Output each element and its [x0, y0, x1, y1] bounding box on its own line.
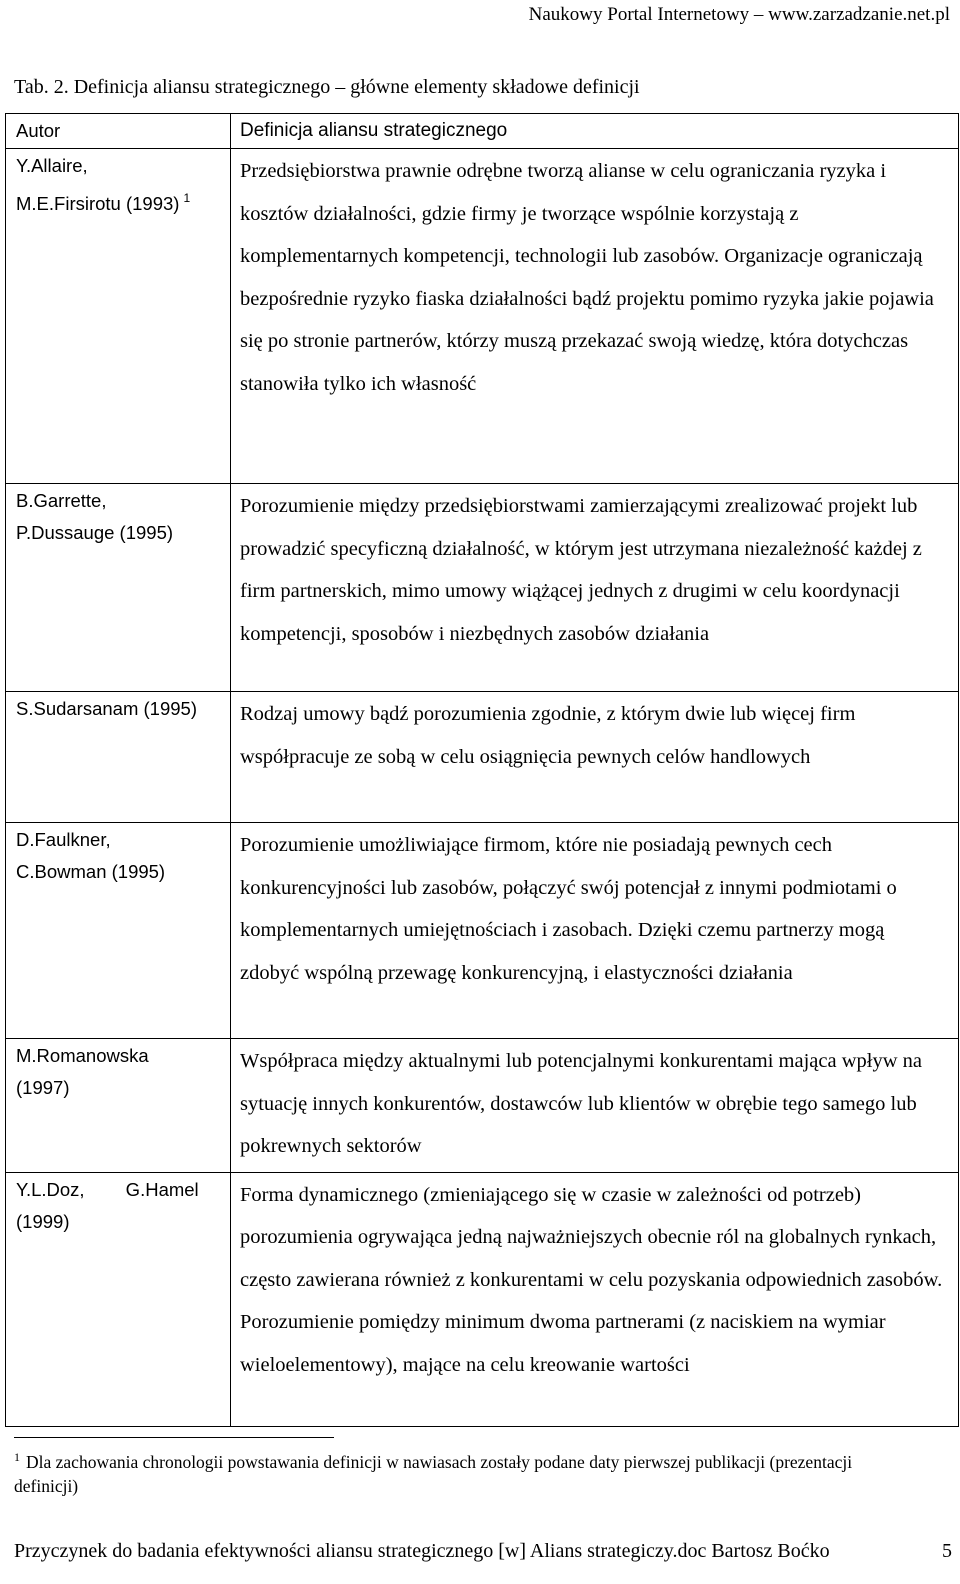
author-line: (1999) — [16, 1210, 70, 1232]
author-line — [16, 182, 226, 220]
author-cell — [6, 484, 231, 692]
footer-text: Przyczynek do badania efektywności aliansu strategicznego [w] Alians strategiczy.doc Bartosz Boćko — [14, 1540, 830, 1562]
author-line: S.Sudarsanam (1995) — [16, 698, 197, 719]
definition-cell: Przedsiębiorstwa prawnie odrębne tworzą alianse w celu ograniczania ryzyka i kosztów działalności, gdzie firmy je tworzące wspólnie korzystają z komplementarnych kompetencji, technologii lub zasobów. Organizacje ograniczają bezpośrednie ryzyko fiaska działalności bądź projektu pomimo ryzyka jakie pojawia się po stronie partnerów, którzy muszą przekazać swoją wiedzę, która dotychczas stanowiła tylko ich własność — [231, 149, 959, 484]
table-row — [6, 1039, 959, 1173]
author-cell — [6, 1039, 231, 1173]
author-cell — [6, 823, 231, 1039]
definition-cell: Współpraca między aktualnymi lub potencjalnymi konkurentami mająca wpływ na sytuację innych konkurentów, dostawców lub klientów w obrębie tego samego lub pokrewnych sektorów — [231, 1039, 959, 1173]
footnote-text: Dla zachowania chronologii powstawania definicji w nawiasach zostały podane daty pierwszej publikacji (prezentacji definicji) — [14, 1452, 853, 1496]
author-line: M.Romanowska — [16, 1045, 149, 1066]
author-cell — [6, 1172, 231, 1426]
author-line: (1997) — [16, 1077, 70, 1098]
author-line: P.Dussauge (1995) — [16, 522, 174, 543]
table-row — [6, 484, 959, 692]
author-line: D.Faulkner, — [16, 829, 111, 850]
table-row — [6, 149, 959, 484]
definitions-table — [5, 113, 959, 1427]
page-footer — [14, 1540, 952, 1563]
author-line: B.Garrette, — [16, 490, 107, 511]
footnote-number: 1 — [14, 1450, 20, 1464]
table-caption: Tab. 2. Definicja aliansu strategicznego – główne elementy składowe definicji — [14, 76, 640, 98]
definition-cell: Porozumienie umożliwiające firmom, które nie posiadają pewnych cech konkurencyjności lub zasobów, połączyć swój potencjał z innymi podmiotami o komplementarnych umiejętnościach i zasobach. Dzięki czemu partnerzy mogą zdobyć wspólną przewagę konkurencyjną, i elastyczności działania — [231, 823, 959, 1039]
author-cell — [6, 692, 231, 823]
footnote-ref: 1 — [183, 191, 191, 205]
author-line: Y.Allaire, — [16, 155, 88, 176]
definition-cell: Forma dynamicznego (zmieniającego się w czasie w zależności od potrzeb) porozumienia ogrywająca jedną najważniejszych obecnie ról na globalnych rynkach, często zawierana również z konkurentami w celu pozyskania odpowiednich zasobów. Porozumienie pomiędzy minimum dwoma partnerami (z naciskiem na wymiar wieloelementowy), mające na celu kreowanie wartości — [231, 1172, 959, 1426]
page-number: 5 — [942, 1540, 952, 1562]
table-header-row — [6, 114, 959, 149]
author-name: M.E.Firsirotu (1993) — [16, 193, 180, 214]
table-row — [6, 692, 959, 823]
author-line: Y.L.Doz, G.Hamel — [16, 1178, 199, 1200]
table-row — [6, 1172, 959, 1426]
page-header: Naukowy Portal Internetowy – www.zarzadzanie.net.pl — [528, 4, 950, 25]
table-row — [6, 823, 959, 1039]
footnote-separator — [14, 1437, 334, 1438]
author-cell — [6, 149, 231, 484]
definition-cell: Porozumienie między przedsiębiorstwami zamierzającymi zrealizować projekt lub prowadzić specyficzną działalność, w którym jest utrzymana niezależność każdej z firm partnerskich, mimo umowy wiążącej jednych z drugimi w celu koordynacji kompetencji, sposobów i niezbędnych zasobów działania — [231, 484, 959, 692]
column-header-author: Autor — [6, 114, 231, 149]
column-header-definition: Definicja aliansu strategicznego — [231, 114, 959, 149]
definition-cell: Rodzaj umowy bądź porozumienia zgodnie, z którym dwie lub więcej firm współpracuje ze sobą w celu osiągnięcia pewnych celów handlowych — [231, 692, 959, 823]
author-line: C.Bowman (1995) — [16, 861, 166, 882]
footnote — [14, 1445, 894, 1498]
